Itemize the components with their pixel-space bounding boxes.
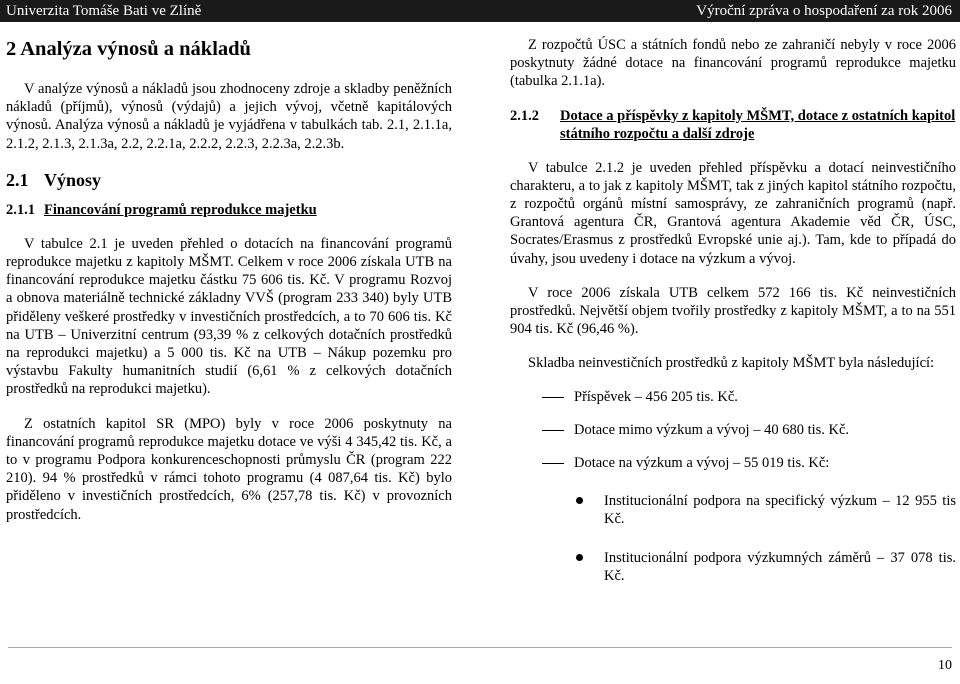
subsubsection-number-2: 2.1.2 [510, 107, 539, 124]
total-funds-paragraph: V roce 2006 získala UTB celkem 572 166 tis. Kč neinvestičních prostředků. Největší objem tvořily prostředky z kapitoly MŠMT, a to na 551 904 tis. Kč (96,46 %). [510, 284, 956, 338]
table-overview-paragraph: V tabulce 2.1.2 je uveden přehled příspěvku a dotací neinvestičního charakteru, a to jak z kapitoly MŠMT, tak z jiných kapitol státního rozpočtu, z rozpočtů orgánů místní samosprávy, ze zahraničních programů (např. Grantová agentura ČR, Grantová agentura Akademie věd ČR, ÚSC, Socrates/Erasmus z prostředků Evropské unie aj.). Tam, kde to případá do úvahy, jsou uvedeny i dotace na výzkum a vývoj. [510, 159, 956, 267]
right-column [510, 36, 956, 585]
composition-paragraph: Skladba neinvestičních prostředků z kapitoly MŠMT byla následující: [528, 355, 935, 372]
left-column [6, 36, 452, 524]
subsection-number: 2.1 [6, 169, 29, 190]
subsubsection-number: 2.1.1 [6, 201, 35, 218]
subsubsection-heading-2 [510, 107, 956, 143]
other-chapters-paragraph: Z ostatních kapitol SR (MPO) byly v roce 2006 poskytnuty na financování programů reprodukce majetku dotace ve výši 4 345,42 tis. Kč, a to v programu Podpora konkurenceschopnosti průmyslu ČR (program 222 210). 94 % prostředků v rámci tohoto programu (4 087,64 tis. Kč) bylo přiděleno v investičních prostředcích, 6% (257,78 tis. Kč) v provozních prostředcích. [6, 415, 452, 523]
dash-list-item [510, 454, 956, 472]
dash-marker [542, 463, 564, 464]
bullet-list-item [510, 549, 956, 585]
section-heading: 2 Analýza výnosů a nákladů [6, 38, 251, 60]
bullet-item-text: Institucionální podpora výzkumných záměrů – 37 078 tis. Kč. [604, 549, 956, 584]
bullet-list-item [510, 492, 956, 528]
header-report-title: Výroční zpráva o hospodaření za rok 2006 [696, 3, 952, 19]
intro-paragraph: V analýze výnosů a nákladů jsou zhodnoceny zdroje a skladby peněžních nákladů (příjmů), výnosů (výdajů) a jejich vývoj, včetně kapitálových výnosů. Analýza výnosů a nákladů je vyjádřena v tabulkách tab. 2.1, 2.1.1a, 2.1.2, 2.1.3, 2.1.3a, 2.2, 2.2.1a, 2.2.2, 2.2.3, 2.2.3a, 2.2.3b. [6, 81, 452, 152]
dash-marker [542, 397, 564, 398]
usc-paragraph: Z rozpočtů ÚSC a státních fondů nebo ze zahraničí nebyly v roce 2006 poskytnuty žádné dotace na financování programů reprodukce majetku (tabulka 2.1.1a). [510, 37, 956, 90]
page-number: 10 [938, 658, 952, 673]
subsubsection-title: Financování programů reprodukce majetku [44, 201, 317, 218]
dash-item-text: Příspěvek – 456 205 tis. Kč. [574, 388, 738, 405]
subsection-title: Výnosy [44, 169, 102, 190]
bullet-icon [576, 554, 583, 561]
footer-divider [8, 647, 952, 648]
dash-list-item [510, 421, 956, 439]
financing-paragraph: V tabulce 2.1 je uveden přehled o dotacích na financování programů reprodukce majetku z kapitoly MŠMT. Celkem v roce 2006 získala UTB na financování reprodukce majetku částku 75 606 tis. Kč. V programu Rozvoj a obnova materiálně technické základny VVŠ (program 233 340) byly UTB přiděleny veškeré prostředky v investičních prostředcích, a to 70 606 tis. Kč na UTB – Univerzitní centrum (93,39 % z celkových dotačních prostředků na reprodukci majetku) a 5 000 tis. Kč na UTB – Nákup pozemku pro výstavbu Fakulty humanitních studií (6,61 % z celkových dotačních prostředků na reprodukci majetku). [6, 235, 452, 398]
page-header [0, 0, 960, 22]
dash-item-text: Dotace mimo výzkum a vývoj – 40 680 tis. Kč. [574, 421, 850, 438]
dash-item-text: Dotace na výzkum a vývoj – 55 019 tis. Kč: [574, 455, 830, 472]
header-university: Univerzita Tomáše Bati ve Zlíně [6, 3, 202, 19]
subsubsection-title-2: Dotace a příspěvky z kapitoly MŠMT, dotace z ostatních kapitol státního rozpočtu a další zdroje [560, 107, 956, 142]
subsubsection-heading [6, 201, 452, 219]
bullet-icon [576, 497, 583, 504]
bullet-item-text: Institucionální podpora na specifický výzkum – 12 955 tis Kč. [604, 493, 956, 528]
subsection-heading [6, 169, 452, 191]
dash-list-item [510, 388, 956, 406]
dash-marker [542, 430, 564, 431]
